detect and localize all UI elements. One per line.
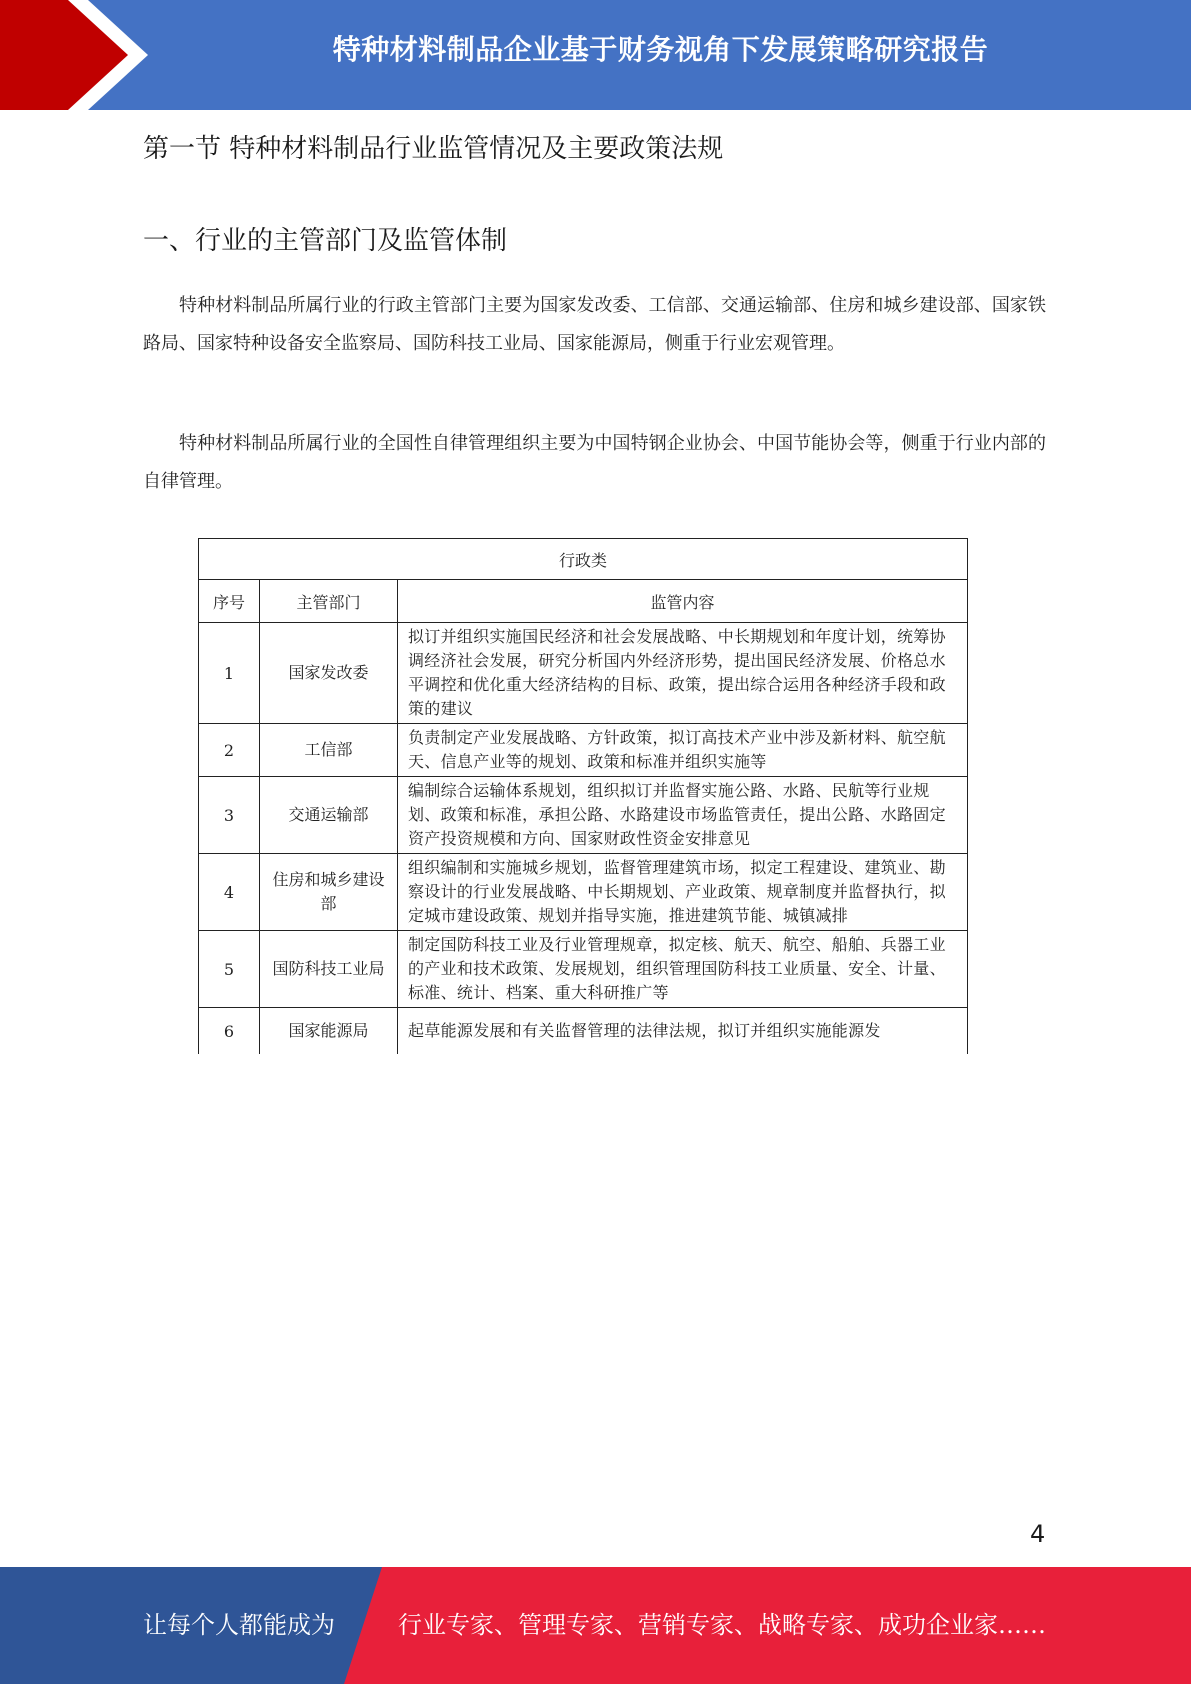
row-number: 6 bbox=[199, 1008, 260, 1055]
row-number: 5 bbox=[199, 931, 260, 1008]
footer-band bbox=[0, 1567, 1191, 1684]
table-row bbox=[199, 777, 968, 854]
table-row bbox=[199, 854, 968, 931]
row-department: 工信部 bbox=[260, 724, 398, 777]
row-description: 制定国防科技工业及行业管理规章，拟定核、航天、航空、船舶、兵器工业的产业和技术政策、发展规划，组织管理国防科技工业质量、安全、计量、标准、统计、档案、重大科研推广等 bbox=[398, 931, 968, 1008]
header-chevron-graphic bbox=[0, 0, 160, 110]
table-caption: 行政类 bbox=[199, 539, 968, 580]
table-row bbox=[199, 724, 968, 777]
section-title: 第一节 特种材料制品行业监管情况及主要政策法规 bbox=[143, 134, 724, 164]
table-caption-row bbox=[199, 539, 968, 580]
row-description: 组织编制和实施城乡规划，监督管理建筑市场，拟定工程建设、建筑业、勘察设计的行业发展战略、中长期规划、产业政策、规章制度并监督执行，拟定城市建设政策、规划并指导实施，推进建筑节能、城镇减排 bbox=[398, 854, 968, 931]
row-number: 1 bbox=[199, 623, 260, 724]
body-paragraph: 特种材料制品所属行业的全国性自律管理组织主要为中国特钢企业协会、中国节能协会等，侧重于行业内部的自律管理。 bbox=[143, 433, 1046, 492]
body-paragraph: 特种材料制品所属行业的行政主管部门主要为国家发改委、工信部、交通运输部、住房和城乡建设部、国家铁路局、国家特种设备安全监察局、国防科技工业局、国家能源局，侧重于行业宏观管理。 bbox=[143, 295, 1046, 354]
regulators-table-container bbox=[198, 538, 968, 1062]
table-row bbox=[199, 931, 968, 1008]
row-description: 编制综合运输体系规划，组织拟订并监督实施公路、水路、民航等行业规划、政策和标准，承担公路、水路建设市场监管责任，提出公路、水路固定资产投资规模和方向、国家财政性资金安排意见 bbox=[398, 777, 968, 854]
regulators-table bbox=[198, 538, 968, 1054]
report-title: 特种材料制品企业基于财务视角下发展策略研究报告 bbox=[332, 33, 989, 66]
row-number: 4 bbox=[199, 854, 260, 931]
row-department: 国家发改委 bbox=[260, 623, 398, 724]
footer-slogan-right: 行业专家、管理专家、营销专家、战略专家、成功企业家…… bbox=[398, 1611, 1046, 1639]
column-header-desc: 监管内容 bbox=[398, 580, 968, 623]
table-header-row bbox=[199, 580, 968, 623]
row-description: 负责制定产业发展战略、方针政策，拟订高技术产业中涉及新材料、航空航天、信息产业等的规划、政策和标准并组织实施等 bbox=[398, 724, 968, 777]
row-department: 住房和城乡建设部 bbox=[260, 854, 398, 931]
row-description: 拟订并组织实施国民经济和社会发展战略、中长期规划和年度计划，统筹协调经济社会发展，研究分析国内外经济形势，提出国民经济发展、价格总水平调控和优化重大经济结构的目标、政策，提出综合运用各种经济手段和政策的建议 bbox=[398, 623, 968, 724]
report-header-band bbox=[0, 0, 1191, 110]
column-header-dept: 主管部门 bbox=[260, 580, 398, 623]
page-number: 4 bbox=[1030, 1520, 1046, 1548]
row-number: 2 bbox=[199, 724, 260, 777]
table-row bbox=[199, 623, 968, 724]
row-department: 国防科技工业局 bbox=[260, 931, 398, 1008]
row-description: 起草能源发展和有关监督管理的法律法规，拟订并组织实施能源发 bbox=[398, 1008, 968, 1055]
row-department: 交通运输部 bbox=[260, 777, 398, 854]
row-department: 国家能源局 bbox=[260, 1008, 398, 1055]
subsection-title: 一、行业的主管部门及监管体制 bbox=[143, 226, 508, 256]
footer-slogan-left: 让每个人都能成为 bbox=[143, 1611, 335, 1639]
table-row bbox=[199, 1008, 968, 1055]
column-header-no: 序号 bbox=[199, 580, 260, 623]
row-number: 3 bbox=[199, 777, 260, 854]
